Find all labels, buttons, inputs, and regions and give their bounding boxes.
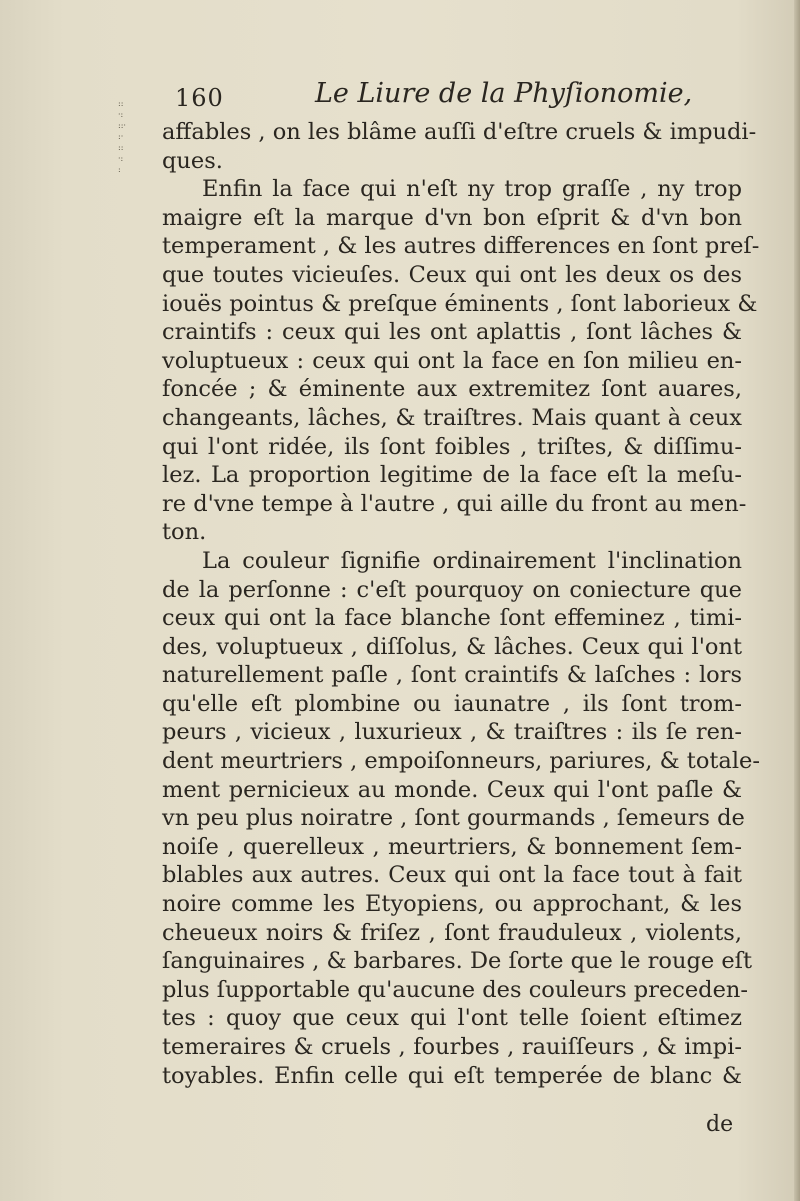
- text-line: qui l'ont ridée, ils ſont foibles , triſtes, & diſſimu-: [162, 433, 742, 460]
- text-line: de la perſonne : c'eſt pourquoy on coniecture que: [162, 576, 742, 603]
- text-line: ſanguinaires , & barbares. De ſorte que le rouge eſt: [162, 948, 753, 975]
- text-line: blables aux autres. Ceux qui ont la face tout à fait: [162, 862, 742, 889]
- text-line: noiſe , querelleux , meurtriers, & bonnement ſem-: [162, 833, 742, 860]
- text-line: plus ſupportable qu'aucune des couleurs preceden-: [162, 976, 748, 1003]
- text-line: des, voluptueux , diſſolus, & lâches. Ceux qui l'ont: [162, 633, 742, 660]
- text-line: vn peu plus noiratre , ſont gourmands , ſemeurs de: [162, 805, 745, 832]
- text-line: temeraires & cruels , fourbes , rauiſſeurs , & impi-: [162, 1034, 742, 1060]
- text-line: foncée ; & éminente aux extremitez ſont auares,: [162, 376, 742, 403]
- text-line: iouës pointus & preſque éminents , ſont laborieux &: [162, 290, 758, 317]
- text-line: changeants, lâches, & traiſtres. Mais quant à ceux: [162, 404, 742, 431]
- text-line: voluptueux : ceux qui ont la face en ſon milieu en-: [162, 347, 742, 374]
- text-line: ceux qui ont la face blanche ſont effeminez , timi-: [162, 605, 742, 632]
- text-line: ques.: [162, 147, 223, 174]
- text-line: qu'elle eſt plombine ou iaunatre , ils ſont trom-: [162, 690, 742, 717]
- text-line: temperament , & les autres differences en ſont preſ-: [162, 233, 760, 260]
- text-line: dent meurtriers , empoiſonneurs, pariures, & totale-: [162, 748, 760, 775]
- text-line: lez. La proportion legitime de la face eſt la meſu-: [162, 462, 742, 489]
- text-line: re d'vne tempe à l'autre , qui aille du front au men-: [162, 490, 747, 517]
- running-title: Le Liure de la Phyſionomie,: [315, 78, 693, 109]
- body-text: [162, 118, 760, 1090]
- text-line: La couleur ſignifie ordinairement l'inclination: [202, 547, 742, 574]
- text-line: peurs , vicieux , luxurieux , & traiſtres : ils ſe ren-: [162, 719, 742, 746]
- text-line: ment pernicieux au monde. Ceux qui l'ont paſle &: [162, 776, 742, 803]
- text-line: toyables. Enfin celle qui eſt temperée de blanc &: [162, 1062, 742, 1089]
- catchword: de: [706, 1112, 734, 1137]
- page-edge: [794, 0, 800, 1201]
- text-line: Enfin la face qui n'eſt ny trop graſſe , ny trop: [202, 176, 742, 203]
- text-line: ton.: [162, 519, 207, 546]
- text-line: tes : quoy que ceux qui l'ont telle ſoient eſtimez: [162, 1005, 742, 1032]
- text-line: cheueux noirs & friſez , ſont frauduleux , violents,: [162, 919, 742, 946]
- text-line: naturellement paſle , ſont craintifs & laſches : lors: [162, 662, 742, 689]
- page-number: 160: [175, 84, 224, 112]
- text-line: que toutes vicieuſes. Ceux qui ont les deux os des: [162, 261, 742, 288]
- text-line: affables , on les blâme auſſi d'eſtre cruels & impudi-: [162, 119, 757, 145]
- text-line: craintifs : ceux qui les ont aplattis , ſont lâches &: [162, 319, 742, 346]
- text-line: maigre eſt la marque d'vn bon eſprit & d'vn bon: [162, 204, 742, 231]
- text-line: noire comme les Etyopiens, ou approchant, & les: [162, 891, 742, 918]
- page-header: [160, 78, 693, 114]
- margin-bleed-through: :: ·: ::· :· :: ·: :: [118, 99, 126, 174]
